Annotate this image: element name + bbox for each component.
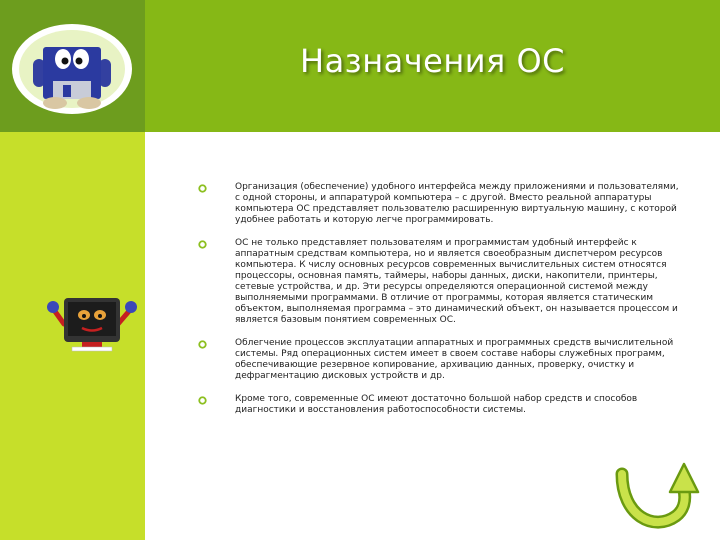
list-item [195,238,680,326]
bullet-text: Кроме того, современные ОС имеют достаточно большой набор средств и способов диагностики и восстановления работоспособности системы. [235,394,638,415]
floppy-disk-character-icon [11,23,133,115]
list-item [195,394,680,416]
curved-return-arrow-icon[interactable] [614,456,700,536]
bullet-text: Облегчение процессов эксплуатации аппаратных и программных средств вычислительной системы. Ряд операционных систем имеет в своем составе наборы служебных программ, обеспечивающие резервное копирование, архивацию данных, проверку, очистку и дефрагментацию дисковых устройств и др. [235,338,674,381]
circle-bullet-icon [198,184,207,193]
circle-bullet-icon [198,240,207,249]
circle-bullet-icon [198,340,207,349]
slide-title: Назначения ОС [300,42,565,80]
list-item [195,338,680,382]
bullet-text: ОС не только представляет пользователям и программистам удобный интерфейс к аппаратным средствам компьютера, но и является своеобразным диспетчером ресурсов компьютера. К числу основных ресурсов современных вычислительных систем относятся процессоры, основная память, таймеры, наборы данных, диски, накопители, принтеры, сетевые устройства, и др. Эти ресурсы определяются операционной системой между выполняемыми программами. В отличие от программы, которая является статическим объектом, выполняемая программа – это динамический объект, он называется процессом и является базовым понятием современных ОС. [235,238,678,325]
computer-monitor-character-icon [46,284,138,356]
bullet-text: Организация (обеспечение) удобного интерфейса между приложениями и пользователями, с одной стороны, и аппаратурой компьютера – с другой. Вместо реальной аппаратуры компьютера ОС представляет пользователю расширенную виртуальную машину, с которой удобнее работать и которую легче программировать. [235,182,679,225]
list-item [195,182,680,226]
circle-bullet-icon [198,396,207,405]
bullet-list [195,182,680,428]
